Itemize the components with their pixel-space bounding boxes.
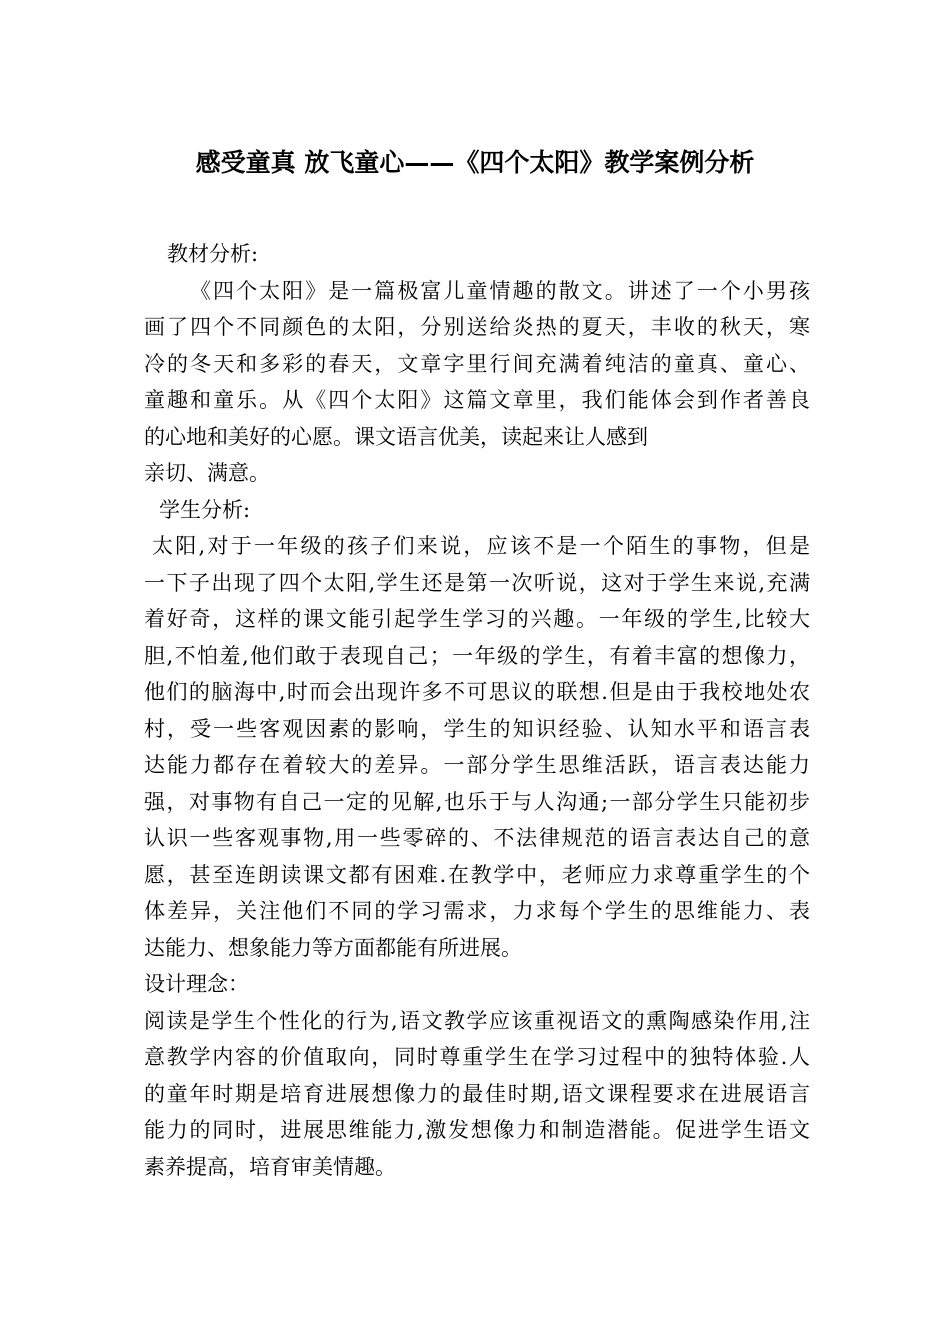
paragraph-line: 亲切、满意。 (144, 461, 270, 485)
paragraph-line: 能力的同时，进展思维能力,激发想像力和制造潜能。促进学生语文 (144, 1118, 810, 1142)
paragraph-line: 着好奇，这样的课文能引起学生学习的兴趣。一年级的学生,比较大 (144, 607, 810, 631)
paragraph-line: 强，对事物有自己一定的见解,也乐于与人沟通;一部分学生只能初步 (144, 789, 810, 814)
paragraph-line: 体差异，关注他们不同的学习需求，力求每个学生的思维能力、表 (144, 899, 810, 923)
section-heading-material: 教材分析: (167, 242, 259, 266)
paragraph-line: 冷的冬天和多彩的春天，文章字里行间充满着纯洁的童真、童心、 (144, 351, 810, 376)
paragraph-line: 一下子出现了四个太阳,学生还是第一次听说，这对于学生来说,充满 (144, 570, 810, 595)
paragraph-line: 素养提高，培育审美情趣。 (144, 1154, 396, 1179)
section-heading-design: 设计理念： (144, 972, 249, 996)
paragraph-line: 童趣和童乐。从《四个太阳》这篇文章里，我们能体会到作者善良 (144, 388, 810, 412)
paragraph-line: 《四个太阳》是一篇极富儿童情趣的散文。讲述了一个小男孩 (190, 278, 810, 303)
paragraph-line: 达能力都存在着较大的差异。一部分学生思维活跃，语言表达能力 (144, 753, 810, 777)
paragraph-line: 的心地和美好的心愿。课文语言优美，读起来让人感到 (144, 424, 648, 449)
paragraph-line: 愿，甚至连朗读课文都有困难.在教学中，老师应力求尊重学生的个 (144, 862, 810, 887)
paragraph-line: 画了四个不同颜色的太阳，分别送给炎热的夏天，丰收的秋天，寒 (144, 315, 810, 339)
paragraph-line: 他们的脑海中,时而会出现许多不可思议的联想.但是由于我校地处农 (144, 680, 810, 704)
document-body (144, 236, 810, 1185)
paragraph-line: 阅读是学生个性化的行为,语文教学应该重视语文的熏陶感染作用,注 (144, 1008, 810, 1033)
paragraph-line: 太阳,对于一年级的孩子们来说，应该不是一个陌生的事物，但是 (152, 534, 810, 558)
document-title: 感受童真 放飞童心——《四个太阳》教学案例分析 (195, 148, 755, 177)
section-heading-students: 学生分析: (159, 497, 251, 522)
paragraph-line: 认识一些客观事物,用一些零碎的、不法律规范的语言表达自己的意 (144, 826, 810, 850)
paragraph-line: 意教学内容的价值取向，同时尊重学生在学习过程中的独特体验.人 (144, 1045, 810, 1069)
paragraph-line: 村，受一些客观因素的影响，学生的知识经验、认知水平和语言表 (144, 716, 810, 741)
paragraph-line: 的童年时期是培育进展想像力的最佳时期,语文课程要求在进展语言 (144, 1081, 810, 1106)
paragraph-line: 胆,不怕羞,他们敢于表现自己；一年级的学生，有着丰富的想像力， (144, 643, 810, 668)
paragraph-line: 达能力、想象能力等方面都能有所进展。 (144, 935, 522, 960)
